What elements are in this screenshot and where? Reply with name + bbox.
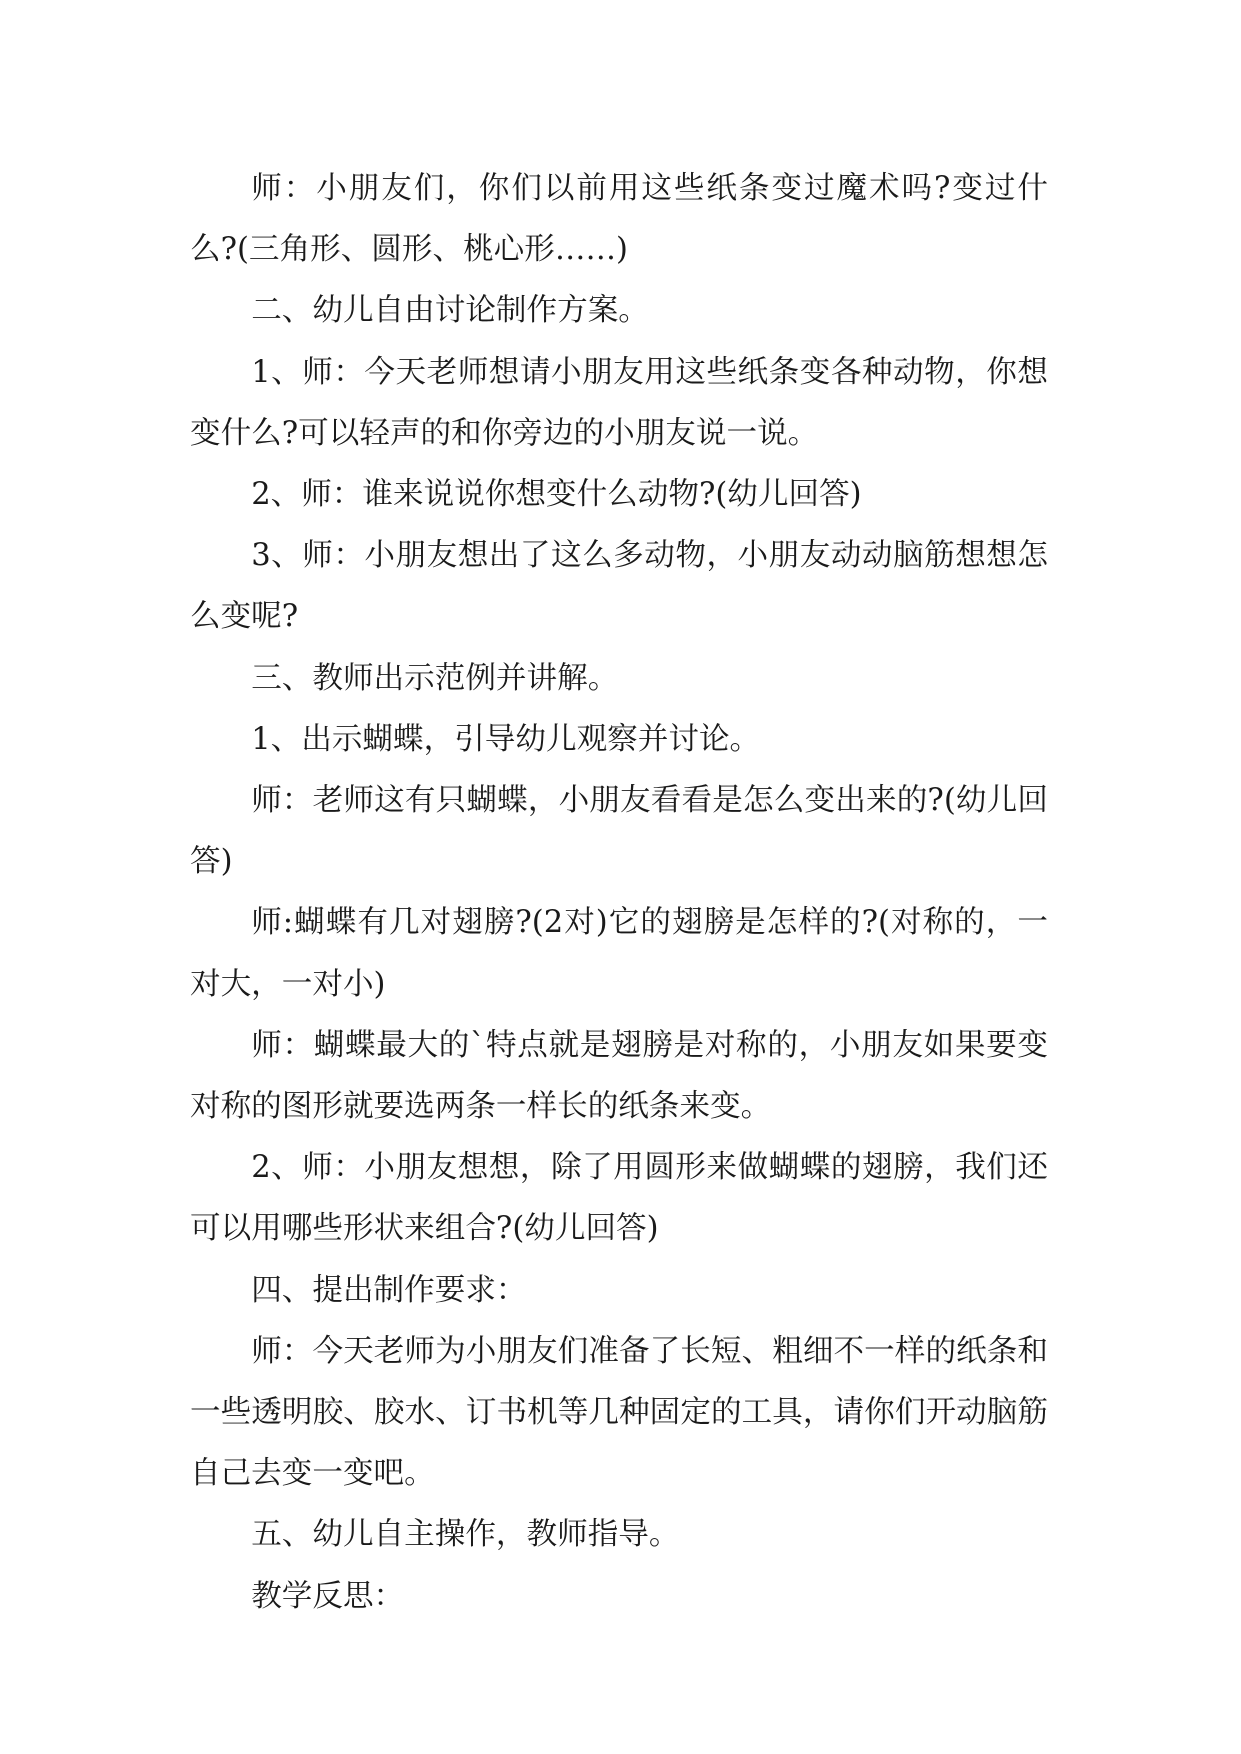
- section-heading: 三、教师出示范例并讲解。: [251, 660, 619, 696]
- section-heading: 四、提出制作要求：: [251, 1272, 527, 1308]
- section-heading: 五、幼儿自主操作，教师指导。: [251, 1517, 680, 1553]
- paragraph: 师:蝴蝶有几对翅膀?(2对)它的翅膀是怎样的?(对称的，一对大，一对小): [190, 905, 1048, 1002]
- reflection-heading: 教学反思：: [251, 1578, 405, 1614]
- paragraph: 1、师：今天老师想请小朋友用这些纸条变各种动物，你想变什么?可以轻声的和你旁边的小朋友说一说。: [190, 354, 1048, 451]
- paragraph: 3、师：小朋友想出了这么多动物，小朋友动动脑筋想想怎么变呢?: [190, 538, 1048, 635]
- paragraph: 2、师：小朋友想想，除了用圆形来做蝴蝶的翅膀，我们还可以用哪些形状来组合?(幼儿回答): [190, 1150, 1048, 1247]
- section-heading: 二、幼儿自由讨论制作方案。: [251, 293, 649, 329]
- paragraph: 师：小朋友们，你们以前用这些纸条变过魔术吗?变过什么?(三角形、圆形、桃心形……): [190, 171, 1048, 268]
- document-body: [190, 158, 1048, 1627]
- paragraph: 师：今天老师为小朋友们准备了长短、粗细不一样的纸条和一些透明胶、胶水、订书机等几种固定的工具，请你们开动脑筋自己去变一变吧。: [190, 1333, 1048, 1492]
- paragraph: 师：老师这有只蝴蝶，小朋友看看是怎么变出来的?(幼儿回答): [190, 783, 1048, 880]
- paragraph: 2、师：谁来说说你想变什么动物?(幼儿回答): [251, 477, 862, 513]
- paragraph: 1、出示蝴蝶，引导幼儿观察并讨论。: [251, 721, 761, 757]
- paragraph: 师：蝴蝶最大的`特点就是翅膀是对称的，小朋友如果要变对称的图形就要选两条一样长的纸条来变。: [190, 1027, 1048, 1125]
